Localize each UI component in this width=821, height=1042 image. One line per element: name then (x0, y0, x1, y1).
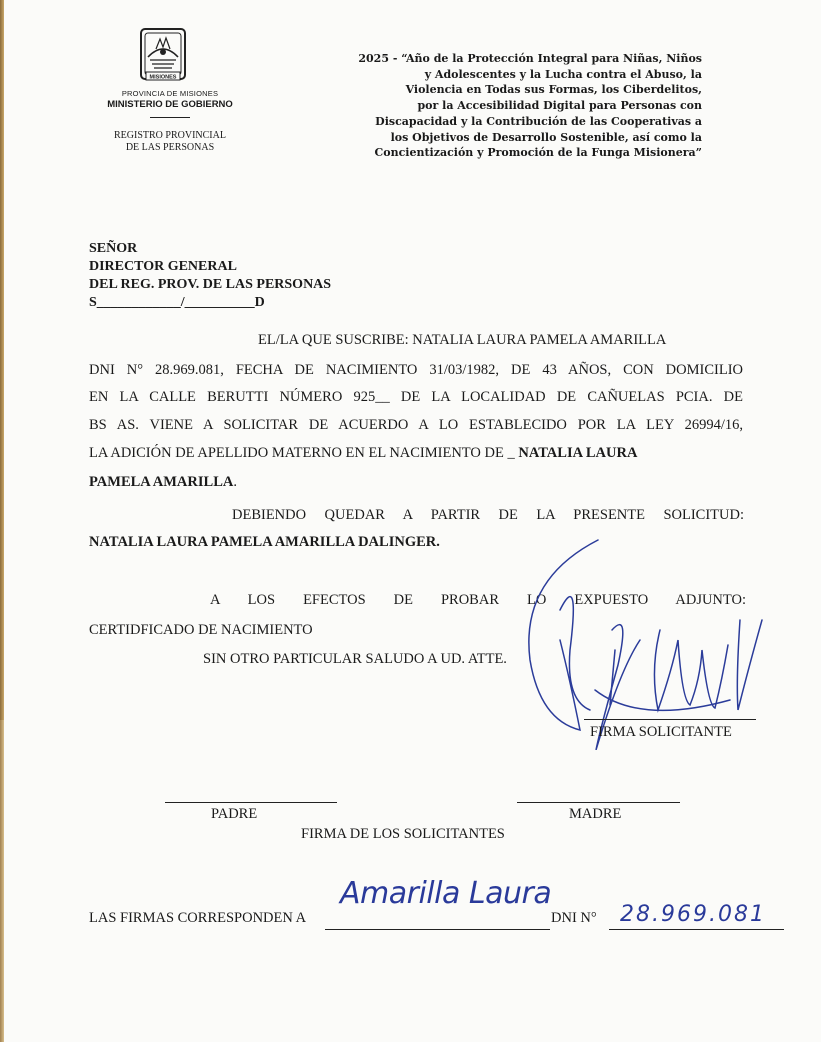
paper-edge-lower (0, 720, 4, 1042)
mother-signature-line (517, 802, 680, 803)
father-signature-line (165, 802, 337, 803)
motto-line: Violencia en Todas sus Formas, los Ciberdelitos, (405, 83, 702, 97)
applicant-signature-icon (500, 530, 790, 750)
body-text: LA ADICIÓN DE APELLIDO MATERNO EN EL NACIMIENTO DE _ (89, 445, 519, 461)
correspond-label: LAS FIRMAS CORRESPONDEN A (89, 910, 307, 926)
father-label: PADRE (211, 806, 258, 822)
motto-line: los Objetivos de Desarrollo Sostenible, así como la (390, 130, 702, 144)
year-motto (322, 51, 702, 161)
body-line: A LOS EFECTOS DE PROBAR LO EXPUESTO ADJUNTO: (210, 592, 746, 608)
motto-line: y Adolescentes y la Lucha contra el Abuso, la (424, 67, 702, 81)
body-line (89, 445, 637, 462)
attachment: CERTIDFICADO DE NACIMIENTO (89, 622, 313, 638)
motto-line: Discapacidad y la Contribución de las Cooperativas a (375, 114, 702, 128)
dni-label: DNI N° (551, 910, 597, 926)
addressee-block (89, 240, 331, 312)
province-seal-icon (138, 27, 188, 85)
seal-text: MISIONES (149, 74, 177, 81)
motto-line: Concientización y Promoción de la Funga Misionera” (374, 146, 702, 160)
ministry-name: MINISTERIO DE GOBIERNO (107, 99, 233, 110)
body-line: DNI N° 28.969.081, FECHA DE NACIMIENTO 31/03/1982, DE 43 AÑOS, CON DOMICILIO (89, 362, 743, 378)
addressee-sd: S____________/__________D (89, 295, 265, 310)
mother-label: MADRE (569, 806, 622, 822)
body-line: BS AS. VIENE A SOLICITAR DE ACUERDO A LO ESTABLECIDO POR LA LEY 26994/16, (89, 417, 743, 433)
closing: SIN OTRO PARTICULAR SALUDO A UD. ATTE. (203, 651, 507, 667)
applicant-name: PAMELA AMARILLA (89, 474, 234, 490)
applicant-signature-line (584, 719, 756, 720)
body-line: DEBIENDO QUEDAR A PARTIR DE LA PRESENTE SOLICITUD: (232, 507, 744, 523)
motto-line: 2025 - “Año de la Protección Integral para Niñas, Niños (358, 52, 702, 65)
applicant-signature-label: FIRMA SOLICITANTE (590, 724, 732, 740)
body-line (89, 474, 237, 491)
registry-name (90, 130, 250, 154)
addressee-office: DEL REG. PROV. DE LAS PERSONAS (89, 277, 332, 292)
handwritten-dni: 28.969.081 (620, 902, 766, 927)
body-line: EN LA CALLE BERUTTI NÚMERO 925__ DE LA LOCALIDAD DE CAÑUELAS PCIA. DE (89, 389, 743, 405)
motto-line: por la Accesibilidad Digital para Personas con (417, 99, 702, 113)
resulting-name: NATALIA LAURA PAMELA AMARILLA DALINGER. (89, 534, 440, 550)
registry-line-1: REGISTRO PROVINCIAL (114, 130, 226, 141)
dni-line (609, 929, 784, 930)
registry-line-2: DE LAS PERSONAS (125, 142, 215, 153)
addressee-position: DIRECTOR GENERAL (89, 259, 237, 274)
body-text: . (233, 474, 237, 490)
body-line: EL/LA QUE SUSCRIBE: NATALIA LAURA PAMELA AMARILLA (258, 332, 667, 348)
header-divider (150, 117, 190, 118)
correspond-line (325, 929, 550, 930)
handwritten-name: Amarilla Laura (340, 876, 552, 911)
addressee-title: SEÑOR (89, 241, 138, 256)
parents-caption: FIRMA DE LOS SOLICITANTES (301, 826, 505, 842)
applicant-name: NATALIA LAURA (518, 445, 638, 461)
province-name: PROVINCIA DE MISIONES (121, 89, 219, 98)
